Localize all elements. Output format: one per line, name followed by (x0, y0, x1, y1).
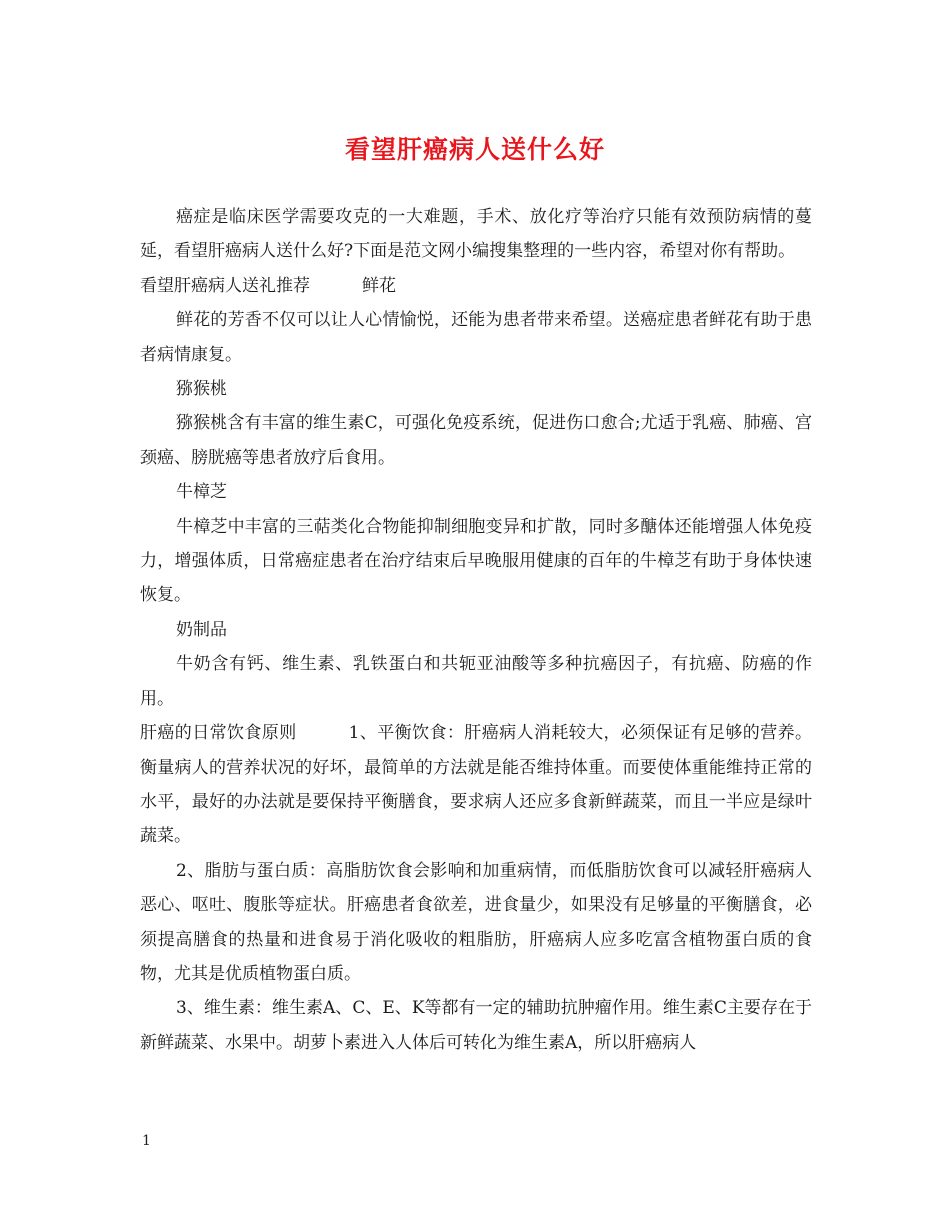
antrodia-paragraph: 牛樟芝中丰富的三萜类化合物能抑制细胞变异和扩散，同时多醣体还能增强人体免疫力，增强体质，日常癌症患者在治疗结束后早晚服用健康的百年的牛樟芝有助于身体快速恢复。 (140, 516, 812, 606)
document-title: 看望肝癌病人送什么好 (344, 135, 605, 164)
intro-paragraph: 癌症是临床医学需要攻克的一大难题，手术、放化疗等治疗只能有效预防病情的蔓延，看望肝癌病人送什么好?下面是范文网小编搜集整理的一些内容，希望对你有帮助。 (140, 207, 812, 262)
page-number: 1 (142, 1133, 151, 1149)
flowers-paragraph: 鲜花的芳香不仅可以让人心情愉悦，还能为患者带来希望。送癌症患者鲜花有助于患者病情康复。 (140, 310, 812, 365)
gift-heading: 看望肝癌病人送礼推荐 (140, 275, 310, 296)
dairy-heading: 奶制品 (176, 619, 227, 640)
dairy-paragraph: 牛奶含有钙、维生素、乳铁蛋白和共轭亚油酸等多种抗癌因子，有抗癌、防癌的作用。 (140, 654, 812, 709)
kiwi-heading: 猕猴桃 (176, 379, 227, 400)
gift-heading-line (140, 269, 812, 303)
kiwi-paragraph: 猕猴桃含有丰富的维生素C，可强化免疫系统，促进伤口愈合;尤适于乳癌、肺癌、宫颈癌、膀胱癌等患者放疗后食用。 (140, 413, 812, 468)
fat-protein-paragraph: 2、脂肪与蛋白质：高脂肪饮食会影响和加重病情，而低脂肪饮食可以减轻肝癌病人恶心、呕吐、腹胀等症状。肝癌患者食欲差，进食量少，如果没有足够量的平衡膳食，必须提高膳食的热量和进食易于消化吸收的粗脂肪，肝癌病人应多吃富含植物蛋白质的食物，尤其是优质植物蛋白质。 (140, 860, 812, 984)
diet-first-item: 1、平衡饮食：肝癌病人消耗较大，必须保证有足够的营养。衡量病人的营养状况的好坏，最简单的方法就是能否维持体重。而要使体重能维持正常的水平，最好的办法就是要保持平衡膳食，要求病人还应多食新鲜蔬菜，而且一半应是绿叶蔬菜。 (140, 723, 812, 847)
antrodia-heading: 牛樟芝 (176, 482, 227, 503)
diet-heading-line (140, 716, 812, 854)
document-body (140, 200, 812, 1060)
diet-heading: 肝癌的日常饮食原则 (140, 723, 297, 744)
gift-first-item: 鲜花 (362, 275, 396, 296)
vitamin-paragraph: 3、维生素：维生素A、C、E、K等都有一定的辅助抗肿瘤作用。维生素C主要存在于新鲜蔬菜、水果中。胡萝卜素进入人体后可转化为维生素A，所以肝癌病人 (140, 998, 812, 1053)
